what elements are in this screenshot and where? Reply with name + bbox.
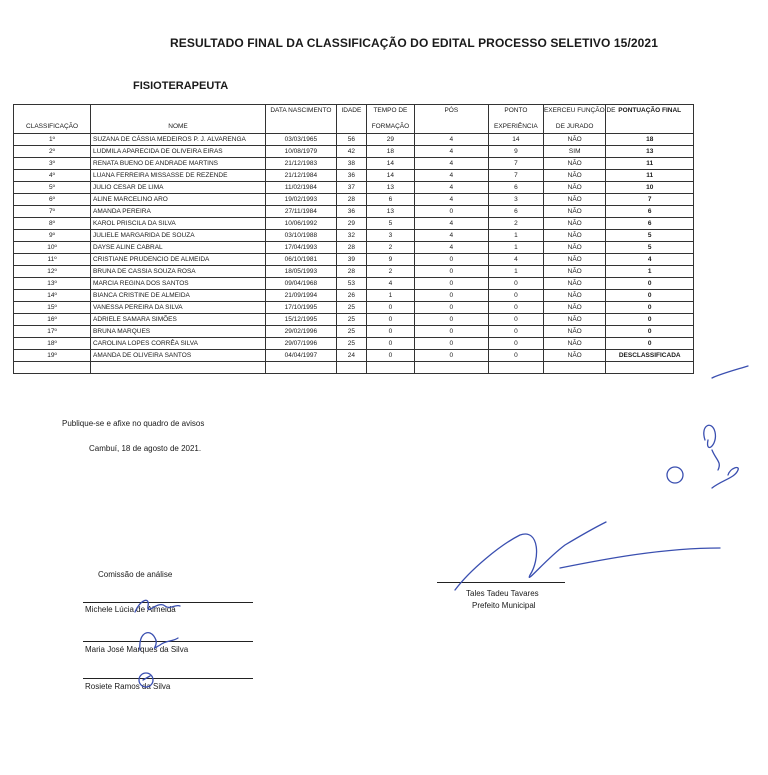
col-tempo: TEMPO DE FORMAÇÃO <box>366 105 414 134</box>
table-cell: NÃO <box>543 158 605 170</box>
table-cell: 25 <box>336 326 366 338</box>
table-cell: NÃO <box>543 206 605 218</box>
signature-michele <box>135 600 180 612</box>
table-cell: 0 <box>606 338 694 350</box>
table-cell: NÃO <box>543 194 605 206</box>
table-cell: 6 <box>488 182 543 194</box>
table-cell: 0 <box>606 326 694 338</box>
table-cell: NÃO <box>543 278 605 290</box>
table-cell: NÃO <box>543 326 605 338</box>
table-cell: 1 <box>488 266 543 278</box>
table-cell: 4 <box>414 242 488 254</box>
table-cell: 5 <box>606 230 694 242</box>
prefeito-role: Prefeito Municipal <box>472 601 536 610</box>
table-cell: 3 <box>488 194 543 206</box>
col-nome: NOME <box>91 105 266 134</box>
signature-rosiete <box>139 673 153 687</box>
table-cell: NÃO <box>543 338 605 350</box>
table-cell: CRISTIANE PRUDENCIO DE ALMEIDA <box>91 254 266 266</box>
table-cell: 0 <box>488 350 543 362</box>
table-cell: 09/04/1968 <box>265 278 336 290</box>
table-cell: SUZANA DE CÁSSIA MEDEIROS P. J. ALVARENGA <box>91 134 266 146</box>
table-cell: NÃO <box>543 242 605 254</box>
table-cell: NÃO <box>543 170 605 182</box>
table-cell: 0 <box>366 338 414 350</box>
place-date: Cambuí, 18 de agosto de 2021. <box>89 444 202 453</box>
table-cell: 7º <box>14 206 91 218</box>
table-cell: 2 <box>488 218 543 230</box>
table-cell: 26 <box>336 290 366 302</box>
table-cell: 29 <box>336 218 366 230</box>
table-cell: 0 <box>414 326 488 338</box>
table-cell: DESCLASSIFICADA <box>606 350 694 362</box>
table-cell: 1 <box>366 290 414 302</box>
table-cell: 0 <box>414 206 488 218</box>
table-cell: 19º <box>14 350 91 362</box>
table-cell: NÃO <box>543 266 605 278</box>
table-cell: LUDMILA APARECIDA DE OLIVEIRA EIRAS <box>91 146 266 158</box>
table-cell: 0 <box>606 290 694 302</box>
table-cell: 14 <box>366 158 414 170</box>
table-cell: 21/09/1994 <box>265 290 336 302</box>
table-cell: BIANCA CRISTINE DE ALMEIDA <box>91 290 266 302</box>
table-cell: AMANDA PEREIRA <box>91 206 266 218</box>
table-cell: 17/04/1993 <box>265 242 336 254</box>
table-cell: 0 <box>414 278 488 290</box>
job-title: FISIOTERAPEUTA <box>133 80 229 92</box>
table-cell: BRUNA MARQUES <box>91 326 266 338</box>
table-cell: 03/10/1988 <box>265 230 336 242</box>
table-cell: 29 <box>366 134 414 146</box>
table-cell: 8º <box>14 218 91 230</box>
table-cell: 21/12/1983 <box>265 158 336 170</box>
col-jurado: EXERCEU FUNÇÃO DE DE JURADO <box>543 105 605 134</box>
table-cell: 9º <box>14 230 91 242</box>
table-cell: 0 <box>606 314 694 326</box>
table-cell: NÃO <box>543 314 605 326</box>
table-cell: 10 <box>606 182 694 194</box>
col-classificacao: CLASSIFICAÇÃO <box>14 105 91 134</box>
table-cell: 6 <box>606 218 694 230</box>
table-cell: 7 <box>488 158 543 170</box>
table-cell: 0 <box>366 326 414 338</box>
table-cell: MARCIA REGINA DOS SANTOS <box>91 278 266 290</box>
table-cell: 6 <box>366 194 414 206</box>
table-cell: 18 <box>606 134 694 146</box>
table-cell: 15/12/1995 <box>265 314 336 326</box>
table-cell: 1 <box>488 230 543 242</box>
table-cell: 0 <box>366 314 414 326</box>
col-pos: PÓS <box>414 105 488 134</box>
table-cell: 21/12/1984 <box>265 170 336 182</box>
table-cell: 12º <box>14 266 91 278</box>
table-cell: 13 <box>606 146 694 158</box>
col-idade: IDADE <box>336 105 366 134</box>
table-cell: 11 <box>606 170 694 182</box>
table-cell: 29/02/1996 <box>265 326 336 338</box>
table-cell: 28 <box>336 266 366 278</box>
table-cell: 13º <box>14 278 91 290</box>
table-cell: 2 <box>366 266 414 278</box>
prefeito-signature <box>455 522 720 590</box>
table-cell: 38 <box>336 158 366 170</box>
table-cell: 16º <box>14 314 91 326</box>
table-cell: 0 <box>488 302 543 314</box>
document-title: RESULTADO FINAL DA CLASSIFICAÇÃO DO EDITAL PROCESSO SELETIVO 15/2021 <box>170 36 658 50</box>
table-cell: 14 <box>488 134 543 146</box>
table-cell: 9 <box>366 254 414 266</box>
table-cell: 4 <box>366 278 414 290</box>
initials-mark-2 <box>704 425 720 470</box>
table-cell: 0 <box>366 350 414 362</box>
table-cell: 6º <box>14 194 91 206</box>
table-cell: 1 <box>606 266 694 278</box>
table-cell: 4 <box>414 218 488 230</box>
table-cell: 14 <box>366 170 414 182</box>
table-cell: 2 <box>366 242 414 254</box>
table-cell: VANESSA PEREIRA DA SILVA <box>91 302 266 314</box>
table-cell: 5 <box>366 218 414 230</box>
table-cell: JULIELE MARGARIDA DE SOUZA <box>91 230 266 242</box>
table-cell: 3º <box>14 158 91 170</box>
table-cell: 53 <box>336 278 366 290</box>
table-cell: 9 <box>488 146 543 158</box>
table-cell: 10/08/1979 <box>265 146 336 158</box>
table-cell: LUANA FERREIRA MISSASSE DE REZENDE <box>91 170 266 182</box>
table-cell: 0 <box>488 314 543 326</box>
table-cell: KAROL PRISCILA DA SILVA <box>91 218 266 230</box>
table-cell: 17/10/1995 <box>265 302 336 314</box>
table-cell: 6 <box>488 206 543 218</box>
table-cell: CAROLINA LOPES CORRÊA SILVA <box>91 338 266 350</box>
table-cell: 4 <box>414 146 488 158</box>
table-cell: 25 <box>336 314 366 326</box>
table-cell: 36 <box>336 206 366 218</box>
table-cell: 1 <box>488 242 543 254</box>
col-ponto: PONTO EXPERIÊNCIA <box>488 105 543 134</box>
table-cell: 7 <box>488 170 543 182</box>
table-cell: 4 <box>414 182 488 194</box>
table-cell: 24 <box>336 350 366 362</box>
table-cell: 27/11/1984 <box>265 206 336 218</box>
table-cell: 11º <box>14 254 91 266</box>
member-name-1: Michele Lúcia de Almeida <box>85 605 176 614</box>
table-cell: 17º <box>14 326 91 338</box>
table-cell: 29/07/1996 <box>265 338 336 350</box>
table-cell: 0 <box>414 350 488 362</box>
table-cell: 11 <box>606 158 694 170</box>
table-cell: 13 <box>366 206 414 218</box>
table-cell: NÃO <box>543 302 605 314</box>
table-cell: 0 <box>488 278 543 290</box>
table-cell: 10º <box>14 242 91 254</box>
table-cell: 4 <box>606 254 694 266</box>
table-cell: 04/04/1997 <box>265 350 336 362</box>
table-cell: ADRIELE SAMARA SIMÕES <box>91 314 266 326</box>
table-cell: 25 <box>336 338 366 350</box>
table-cell: 1º <box>14 134 91 146</box>
comissao-label: Comissão de análise <box>98 570 173 579</box>
table-cell: 18 <box>366 146 414 158</box>
table-cell: 14º <box>14 290 91 302</box>
table-cell: 28 <box>336 242 366 254</box>
table-cell: BRUNA DE CASSIA SOUZA ROSA <box>91 266 266 278</box>
table-cell: SIM <box>543 146 605 158</box>
table-cell: NÃO <box>543 350 605 362</box>
table-cell: NÃO <box>543 230 605 242</box>
table-cell: 10/06/1992 <box>265 218 336 230</box>
table-cell: 0 <box>488 290 543 302</box>
table-cell: 4 <box>414 194 488 206</box>
stamp-circle <box>667 467 683 483</box>
table-cell: 0 <box>414 338 488 350</box>
initials-mark-3 <box>712 468 738 488</box>
table-cell: NÃO <box>543 134 605 146</box>
member-name-2: Maria José Marques da Silva <box>85 645 189 654</box>
table-cell: 13 <box>366 182 414 194</box>
member-name-3: Rosiete Ramos da Silva <box>85 682 171 691</box>
col-nascimento: DATA NASCIMENTO <box>265 105 336 134</box>
table-cell: 19/02/1993 <box>265 194 336 206</box>
table-cell: NÃO <box>543 182 605 194</box>
table-cell: 0 <box>606 278 694 290</box>
col-pontuacao: PONTUAÇÃO FINAL <box>606 105 694 134</box>
table-cell: 0 <box>414 254 488 266</box>
table-cell: 0 <box>606 302 694 314</box>
table-cell: 0 <box>488 326 543 338</box>
initials-mark-1 <box>712 366 748 378</box>
table-cell: JULIO CESAR DE LIMA <box>91 182 266 194</box>
table-cell: 42 <box>336 146 366 158</box>
table-cell: RENATA BUENO DE ANDRADE MARTINS <box>91 158 266 170</box>
table-cell: 18/05/1993 <box>265 266 336 278</box>
table-cell: 2º <box>14 146 91 158</box>
table-cell: AMANDA DE OLIVEIRA SANTOS <box>91 350 266 362</box>
table-cell: 0 <box>414 314 488 326</box>
table-cell: 28 <box>336 194 366 206</box>
table-cell: 6 <box>606 206 694 218</box>
table-cell: 0 <box>414 290 488 302</box>
table-cell: NÃO <box>543 254 605 266</box>
table-cell: 25 <box>336 302 366 314</box>
table-cell: 03/03/1965 <box>265 134 336 146</box>
table-cell: 11/02/1984 <box>265 182 336 194</box>
publique-note: Publique-se e afixe no quadro de avisos <box>62 419 205 428</box>
table-cell: 7 <box>606 194 694 206</box>
table-cell: 0 <box>414 266 488 278</box>
table-cell: 5 <box>606 242 694 254</box>
table-cell: 4 <box>414 134 488 146</box>
table-cell: 3 <box>366 230 414 242</box>
table-cell: NÃO <box>543 290 605 302</box>
table-cell: 32 <box>336 230 366 242</box>
table-cell: 5º <box>14 182 91 194</box>
table-cell: ALINE MARCELINO ARO <box>91 194 266 206</box>
table-cell: 56 <box>336 134 366 146</box>
table-cell: 0 <box>366 302 414 314</box>
table-cell: 0 <box>414 302 488 314</box>
signature-maria <box>140 633 178 650</box>
prefeito-name: Tales Tadeu Tavares <box>466 589 539 598</box>
table-cell: 37 <box>336 182 366 194</box>
table-cell: 0 <box>488 338 543 350</box>
table-cell: 4 <box>488 254 543 266</box>
table-cell: 4º <box>14 170 91 182</box>
table-cell: 18º <box>14 338 91 350</box>
table-cell: 36 <box>336 170 366 182</box>
table-cell: 15º <box>14 302 91 314</box>
table-cell: NÃO <box>543 218 605 230</box>
table-cell: 06/10/1981 <box>265 254 336 266</box>
table-cell: 4 <box>414 170 488 182</box>
table-cell: DAYSE ALINE CABRAL <box>91 242 266 254</box>
table-cell: 4 <box>414 230 488 242</box>
table-cell: 4 <box>414 158 488 170</box>
table-cell: 39 <box>336 254 366 266</box>
